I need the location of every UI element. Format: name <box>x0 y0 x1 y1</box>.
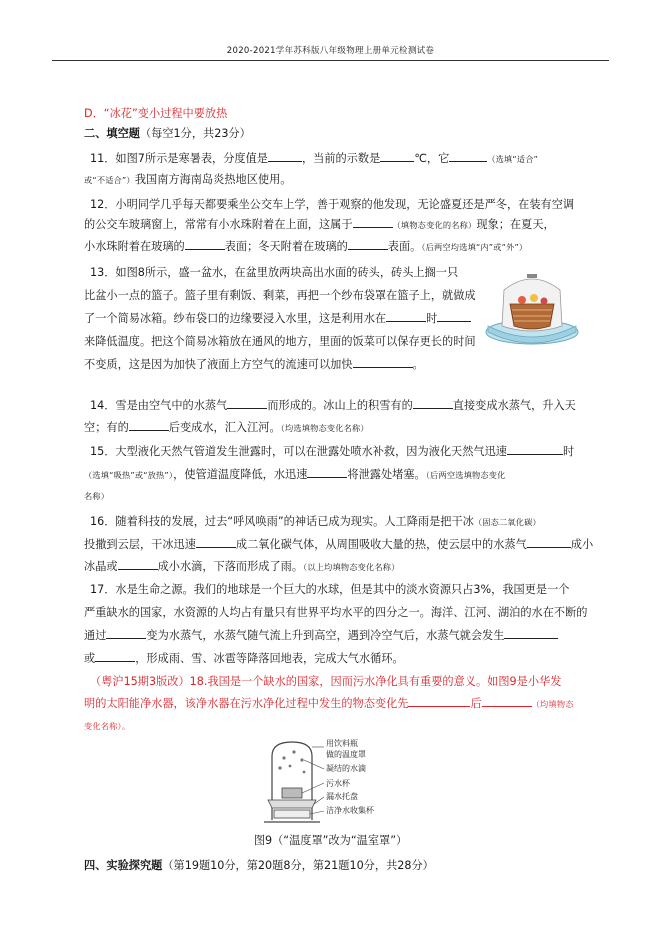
question-17: 17．水是生命之源。我们的地球是一个巨大的水球，但是其中的淡水资源只占3%，我国更是一个 <box>90 583 570 596</box>
fig9-label-6: 洁净水收集杯 <box>326 806 374 815</box>
fig9-label-3: 凝结的水滴 <box>326 764 366 773</box>
question-18: （粤沪15期3版改）18.我国是一个缺水的国家，因而污水净化具有重要的意义。如图9是小华发 <box>90 675 562 688</box>
question-17-line4: 或 ，形成雨、雪、冰雹等降落回地表，完成大气水循环。 <box>84 649 594 668</box>
figure-9-solar-purifier <box>260 738 410 830</box>
fig9-label-2: 做的温度罩 <box>326 750 366 759</box>
question-15-line2: （选填“吸热”或“放热”），使管道温度降低，水迅速 将泄露处堵塞。（后两空选填物态变化 <box>84 465 594 485</box>
question-13-line2: 比盆小一点的篮子。篮子里有剩饭、剩菜，再把一个纱布袋罩在篮子上，就做成 <box>84 289 476 302</box>
header-divider <box>52 60 609 61</box>
question-15: 15．大型液化天然气管道发生泄露时，可以在泄露处喷水补救，因为液化天然气迅速 时 <box>90 442 600 461</box>
option-d: D．“冰花”变小过程中要放热 <box>84 107 228 120</box>
question-14: 14．雪是由空气中的水蒸气 而形成的。冰山上的积雪有的 直接变成水蒸气，升入天 <box>90 396 600 415</box>
question-18-line3: 变化名称）。 <box>84 721 131 731</box>
section-title: 二、填空题（每空1分，共23分） <box>84 127 251 140</box>
question-17-line3: 通过 变为水蒸气，水蒸气随气流上升到高空，遇到冷空气后，水蒸气就会发生 <box>84 626 594 645</box>
question-17-line2: 严重缺水的国家，水资源的人均占有量只有世界平均水平的四分之一。海洋、江河、湖泊的水在不断的 <box>84 606 588 619</box>
question-13: 13．如图8所示，盛一盆水，在盆里放两块高出水面的砖头，砖头上搁一只 <box>90 266 459 279</box>
question-12-line3: 小水珠附着在玻璃的 表面；冬天附着在玻璃的 表面。（后两空均选填“内”或“外”） <box>84 237 594 257</box>
section-4-title: 四、实验探究题（第19题10分，第20题8分，第21题10分，共28分） <box>84 859 434 872</box>
question-16: 16．随着科技的发展，过去“呼风唤雨”的神话已成为现实。人工降雨是把干冰（固态二氧化碳） <box>90 515 541 528</box>
question-13-line5: 不变质，这是因为加快了液面上方空气的流速可以加快 。 <box>84 355 594 374</box>
figure-9-caption: 图9（“温度罩”改为“温室罩”） <box>253 834 408 847</box>
question-11-cont: 或“不适合”）我国南方海南岛炎热地区使用。 <box>84 173 292 186</box>
question-18-line2: 明的太阳能净水器，该净水器在污水净化过程中发生的物态变化先 后 （均填物态 <box>84 694 594 714</box>
fig9-label-5: 漏水托盘 <box>326 792 358 801</box>
question-16-line2: 投撒到云层，干冰迅速 成二氧化碳气体，从周围吸收大量的热，使云层中的水蒸气 成小 <box>84 535 594 554</box>
question-14-cont: 空；有的 后变成水，汇入江河。（均选填物态变化名称） <box>84 418 594 438</box>
question-12: 12．小明同学几乎每天都要乘坐公交车上学，善于观察的他发现，无论盛夏还是严冬，在装有空调 <box>90 198 575 211</box>
page-header: 2020-2021学年苏科版八年级物理上册单元检测试卷 <box>226 46 435 56</box>
question-11: 11．如图7所示是寒暑表，分度值是 ，当前的示数是 ℃，它 （选填“适合” <box>90 149 600 169</box>
question-13-line4: 来降低温度。把这个简易冰箱放在通风的地方，里面的饭菜可以保存更长的时间 <box>84 335 476 348</box>
fig9-label-1: 用饮料瓶 <box>326 739 358 748</box>
question-13-line3: 了一个简易冰箱。纱布袋口的边缘要浸入水里，这是利用水在 时 <box>84 309 594 328</box>
question-16-line3: 冰晶或 成小水滴，下落而形成了雨。（以上均填物态变化名称） <box>84 557 594 577</box>
figure-8-simple-fridge <box>482 270 582 348</box>
question-15-line3: 名称） <box>84 491 110 501</box>
fig9-label-4: 污水杯 <box>326 779 350 788</box>
question-12-line2: 的公交车玻璃窗上，常常有小水珠附着在上面，这属于 （填物态变化的名称）现象；在夏天， <box>84 215 594 235</box>
